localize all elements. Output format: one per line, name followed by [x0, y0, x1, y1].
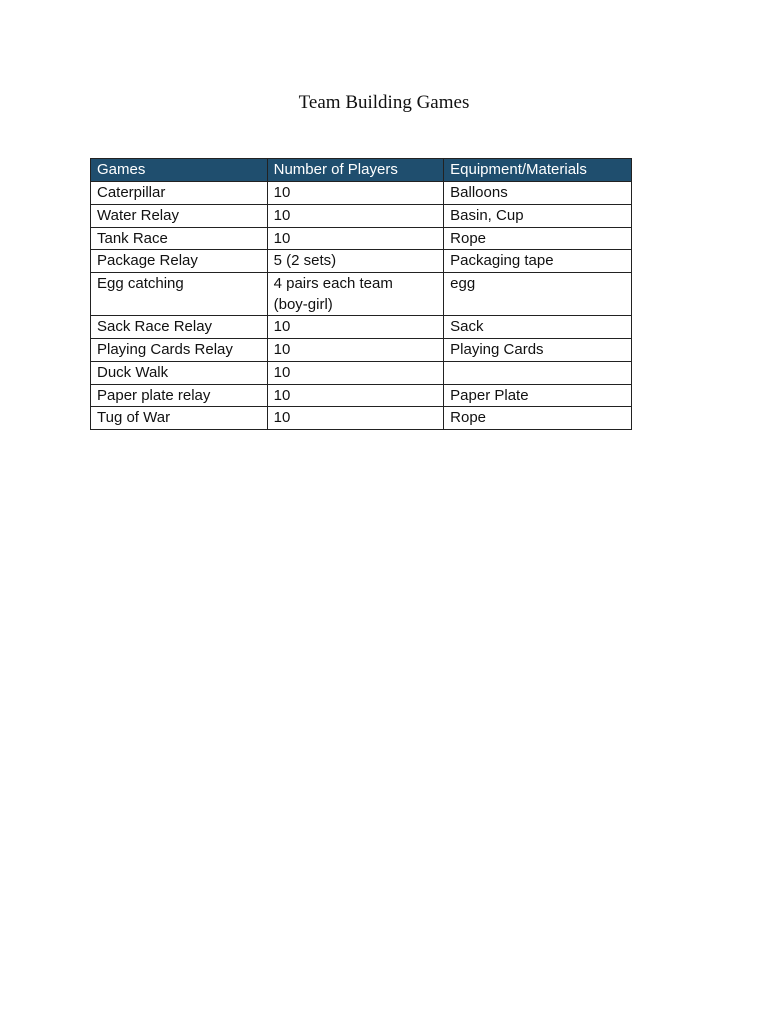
page-title: Team Building Games — [298, 92, 470, 113]
table-header-row — [91, 159, 632, 182]
table-row — [91, 316, 632, 339]
cell-players: 10 — [267, 316, 444, 339]
cell-players: 10 — [267, 361, 444, 384]
cell-equipment: Playing Cards — [444, 338, 632, 361]
cell-equipment: Balloons — [444, 182, 632, 205]
cell-equipment: Packaging tape — [444, 250, 632, 273]
table-row — [91, 273, 632, 316]
table-row — [91, 338, 632, 361]
cell-game: Playing Cards Relay — [91, 338, 268, 361]
cell-game: Package Relay — [91, 250, 268, 273]
games-table — [90, 158, 632, 430]
cell-equipment: Rope — [444, 407, 632, 430]
cell-players: 4 pairs each team (boy-girl) — [267, 273, 444, 316]
table-row — [91, 250, 632, 273]
cell-game: Water Relay — [91, 204, 268, 227]
cell-game: Sack Race Relay — [91, 316, 268, 339]
table-row — [91, 204, 632, 227]
cell-equipment: Basin, Cup — [444, 204, 632, 227]
table-row — [91, 361, 632, 384]
cell-players: 5 (2 sets) — [267, 250, 444, 273]
cell-game: Caterpillar — [91, 182, 268, 205]
cell-game: Duck Walk — [91, 361, 268, 384]
cell-players: 10 — [267, 338, 444, 361]
table-row — [91, 227, 632, 250]
column-header-games: Games — [91, 159, 268, 182]
cell-players: 10 — [267, 204, 444, 227]
cell-players: 10 — [267, 407, 444, 430]
cell-equipment: egg — [444, 273, 632, 316]
cell-players: 10 — [267, 182, 444, 205]
cell-game: Egg catching — [91, 273, 268, 316]
table-row — [91, 384, 632, 407]
cell-equipment: Sack — [444, 316, 632, 339]
table-row — [91, 407, 632, 430]
column-header-equipment-materials: Equipment/Materials — [444, 159, 632, 182]
cell-game: Paper plate relay — [91, 384, 268, 407]
column-header-number-of-players: Number of Players — [267, 159, 444, 182]
cell-players: 10 — [267, 227, 444, 250]
cell-players: 10 — [267, 384, 444, 407]
cell-game: Tank Race — [91, 227, 268, 250]
cell-game: Tug of War — [91, 407, 268, 430]
cell-equipment: Paper Plate — [444, 384, 632, 407]
cell-equipment — [444, 361, 632, 384]
table-row — [91, 182, 632, 205]
cell-equipment: Rope — [444, 227, 632, 250]
